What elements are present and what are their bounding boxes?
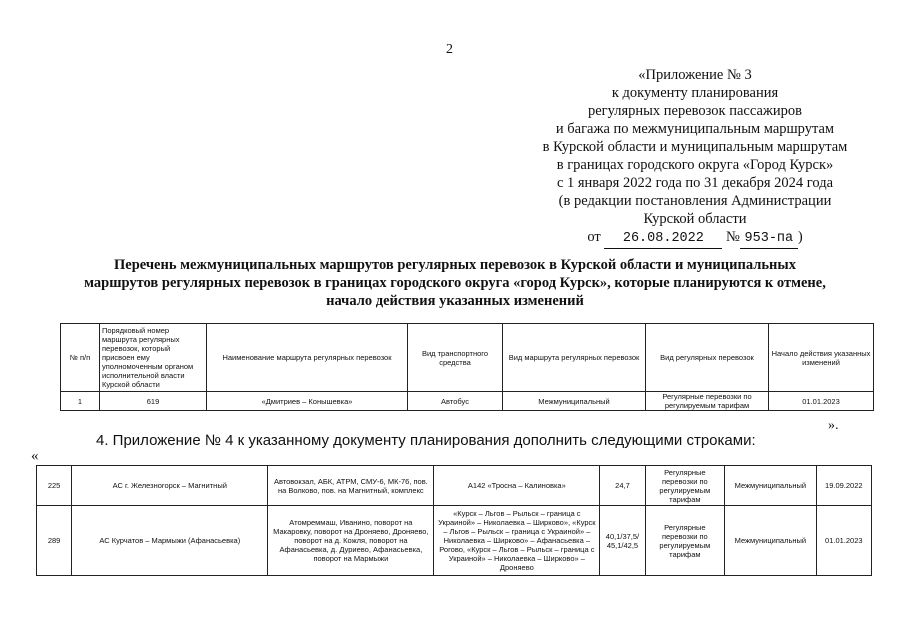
annex-header: [460, 66, 905, 249]
table-cell: 24,7: [600, 466, 645, 506]
cancelled-routes-table: [60, 323, 874, 411]
column-header: № п/п: [61, 324, 100, 392]
annex-line: «Приложение № 3: [638, 67, 752, 83]
column-header: Вид регулярных перевозок: [646, 324, 769, 392]
table-cell: Автовокзал, АБК, АТРМ, СМУ-6, МК-76, пов. на Волково, пов. на Магнитный, комплекс: [268, 466, 434, 506]
document-heading: [40, 256, 870, 310]
table-cell: 1: [61, 392, 100, 411]
decree-number: 953-па: [740, 230, 798, 249]
column-header: Начало действия указанных изменений: [769, 324, 874, 392]
heading-line: начало действия указанных изменений: [326, 293, 584, 309]
table-cell: АС Курчатов – Мармыжи (Афанасьевка): [72, 506, 268, 576]
column-header: Наименование маршрута регулярных перевозок: [207, 324, 408, 392]
column-header: Вид транспортного средства: [408, 324, 503, 392]
table-cell: Регулярные перевозки по регулируемым тарифам: [646, 392, 769, 411]
table-cell: А142 «Тросна – Калиновка»: [434, 466, 600, 506]
number-prefix: №: [725, 229, 740, 245]
column-header: Порядковый номер маршрута регулярных перевозок, который присвоен ему уполномоченным органом исполнительной власти Курской области: [100, 324, 207, 392]
table-cell: 619: [100, 392, 207, 411]
table-cell: «Курск – Льгов – Рыльск – граница с Украиной» – Николаевка – Ширково», «Курск – Льгов – Рыльск – граница с Украиной» – Николаевка – Ширково» – Афанасьевка – Рогово, «Курск – Льгов – Рыльск – граница с Украиной» – Николаевка – Ширково» – Дроняево: [434, 506, 600, 576]
annex-line: с 1 января 2022 года по 31 декабря 2024 года: [556, 175, 834, 191]
table-cell: Регулярные перевозки по регулируемым тарифам: [645, 466, 724, 506]
table-row: [37, 466, 872, 506]
from-label: от: [587, 229, 601, 245]
annex-line: в Курской области и муниципальным маршрутам: [542, 139, 848, 155]
column-header: Вид маршрута регулярных перевозок: [503, 324, 646, 392]
table-cell: АС г. Железногорск – Магнитный: [72, 466, 268, 506]
opening-quote: «: [31, 448, 39, 464]
table-cell: 01.01.2023: [816, 506, 871, 576]
table-row: [37, 506, 872, 576]
table-cell: «Дмитриев – Конышевка»: [207, 392, 408, 411]
section-4-text: 4. Приложение № 4 к указанному документу планирования дополнить следующими строками:: [96, 432, 756, 449]
annex-line: регулярных перевозок пассажиров: [587, 103, 803, 119]
heading-line: маршрутов регулярных перевозок в границах городского округа «город Курск», которые планируются к отмене,: [84, 275, 826, 291]
added-routes-table: [36, 465, 872, 576]
page-number: 2: [446, 42, 453, 57]
annex-line: (в редакции постановления Администрации: [558, 193, 832, 209]
table-cell: Межмуниципальный: [725, 466, 817, 506]
table-cell: Автобус: [408, 392, 503, 411]
table-cell: 01.01.2023: [769, 392, 874, 411]
heading-line: Перечень межмуниципальных маршрутов регулярных перевозок в Курской области и муниципальных: [114, 257, 796, 273]
annex-line: в границах городского округа «Город Курск»: [556, 157, 834, 173]
annex-date-line: [460, 228, 905, 249]
table-cell: 40,1/37,5/ 45,1/42,5: [600, 506, 645, 576]
table-cell: 289: [37, 506, 72, 576]
annex-line: к документу планирования: [611, 85, 779, 101]
decree-date: 26.08.2022: [604, 230, 722, 249]
table-cell: 19.09.2022: [816, 466, 871, 506]
annex-line: Курской области: [643, 211, 747, 227]
table-cell: 225: [37, 466, 72, 506]
table-header-row: [61, 324, 874, 392]
table-cell: Межмуниципальный: [725, 506, 817, 576]
closing-quote: ».: [828, 418, 839, 433]
table-row: [61, 392, 874, 411]
close-paren: ): [797, 229, 803, 245]
annex-line: и багажа по межмуниципальным маршрутам: [555, 121, 835, 137]
table-cell: Регулярные перевозки по регулируемым тарифам: [645, 506, 724, 576]
table-cell: Атомреммаш, Иванино, поворот на Макаровку, поворот на Дроняево, Дроняево, поворот на д. Кожля, поворот на Афанасьевка, д. Дуриево, Афанасьевка, поворот на Мармыжи: [268, 506, 434, 576]
table-cell: Межмуниципальный: [503, 392, 646, 411]
